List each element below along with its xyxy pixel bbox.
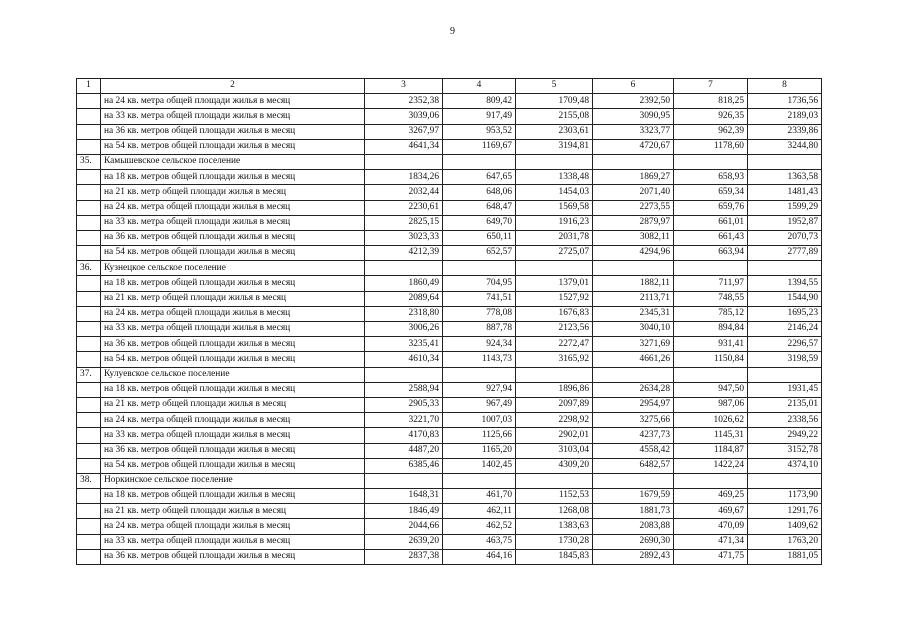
value-cell: 967,49 xyxy=(443,397,516,412)
value-cell: 3221,70 xyxy=(365,413,443,428)
row-number xyxy=(77,489,101,504)
row-number xyxy=(77,246,101,261)
value-cell: 1338,48 xyxy=(516,170,593,185)
value-cell: 462,11 xyxy=(443,504,516,519)
value-cell: 2345,31 xyxy=(593,306,674,321)
area-rate-label: на 36 кв. метров общей площади жилья в месяц xyxy=(101,124,365,139)
value-cell: 3271,69 xyxy=(593,337,674,352)
column-header: 1 xyxy=(77,79,101,94)
value-cell: 648,06 xyxy=(443,185,516,200)
value-cell: 2392,50 xyxy=(593,94,674,109)
value-cell: 1679,59 xyxy=(593,489,674,504)
value-cell: 4720,67 xyxy=(593,139,674,154)
value-cell: 1150,84 xyxy=(674,352,748,367)
value-cell: 1379,01 xyxy=(516,276,593,291)
value-cell: 4641,34 xyxy=(365,139,443,154)
value-cell: 1763,20 xyxy=(748,534,822,549)
value-cell: 1394,55 xyxy=(748,276,822,291)
value-cell: 2639,20 xyxy=(365,534,443,549)
area-rate-label: на 33 кв. метра общей площади жилья в месяц xyxy=(101,109,365,124)
row-number xyxy=(77,413,101,428)
value-cell: 4294,96 xyxy=(593,246,674,261)
table-row xyxy=(77,443,822,458)
value-cell: 2089,64 xyxy=(365,291,443,306)
value-cell: 1695,23 xyxy=(748,306,822,321)
value-cell: 785,12 xyxy=(674,306,748,321)
value-cell: 1169,67 xyxy=(443,139,516,154)
value-cell: 1952,87 xyxy=(748,215,822,230)
value-cell xyxy=(443,473,516,488)
value-cell: 461,70 xyxy=(443,489,516,504)
row-number xyxy=(77,230,101,245)
value-cell xyxy=(516,154,593,169)
area-rate-label: на 54 кв. метров общей площади жилья в месяц xyxy=(101,352,365,367)
value-cell xyxy=(674,261,748,276)
value-cell: 2272,47 xyxy=(516,337,593,352)
section-header-row xyxy=(77,261,822,276)
value-cell: 2032,44 xyxy=(365,185,443,200)
value-cell xyxy=(365,367,443,382)
row-number xyxy=(77,139,101,154)
column-header: 8 xyxy=(748,79,822,94)
row-number xyxy=(77,549,101,564)
table-row xyxy=(77,322,822,337)
value-cell: 649,70 xyxy=(443,215,516,230)
settlement-name: Кулуевское сельское поселение xyxy=(101,367,365,382)
value-cell: 2083,88 xyxy=(593,519,674,534)
area-rate-label: на 54 кв. метров общей площади жилья в месяц xyxy=(101,246,365,261)
value-cell: 2352,38 xyxy=(365,94,443,109)
value-cell xyxy=(443,261,516,276)
value-cell: 1291,76 xyxy=(748,504,822,519)
table-row xyxy=(77,139,822,154)
table-row xyxy=(77,170,822,185)
value-cell: 2230,61 xyxy=(365,200,443,215)
value-cell: 4610,34 xyxy=(365,352,443,367)
area-rate-label: на 24 кв. метра общей площади жилья в месяц xyxy=(101,94,365,109)
value-cell xyxy=(443,154,516,169)
area-rate-label: на 18 кв. метров общей площади жилья в месяц xyxy=(101,489,365,504)
value-cell: 659,76 xyxy=(674,200,748,215)
value-cell: 2338,56 xyxy=(748,413,822,428)
value-cell: 2777,89 xyxy=(748,246,822,261)
area-rate-label: на 21 кв. метр общей площади жилья в месяц xyxy=(101,291,365,306)
value-cell xyxy=(593,367,674,382)
value-cell: 1846,49 xyxy=(365,504,443,519)
value-cell: 2905,33 xyxy=(365,397,443,412)
value-cell: 2296,57 xyxy=(748,337,822,352)
value-cell: 652,57 xyxy=(443,246,516,261)
value-cell: 926,35 xyxy=(674,109,748,124)
value-cell: 894,84 xyxy=(674,322,748,337)
table-body xyxy=(77,94,822,565)
value-cell xyxy=(516,261,593,276)
value-cell: 2825,15 xyxy=(365,215,443,230)
value-cell: 1730,28 xyxy=(516,534,593,549)
value-cell: 470,09 xyxy=(674,519,748,534)
value-cell xyxy=(748,154,822,169)
value-cell: 1881,73 xyxy=(593,504,674,519)
table-row xyxy=(77,230,822,245)
value-cell: 469,67 xyxy=(674,504,748,519)
value-cell xyxy=(674,473,748,488)
section-header-row xyxy=(77,367,822,382)
table-row xyxy=(77,124,822,139)
row-number: 35. xyxy=(77,154,101,169)
value-cell: 3152,78 xyxy=(748,443,822,458)
value-cell: 463,75 xyxy=(443,534,516,549)
value-cell: 2113,71 xyxy=(593,291,674,306)
value-cell xyxy=(674,367,748,382)
area-rate-label: на 36 кв. метров общей площади жилья в месяц xyxy=(101,337,365,352)
value-cell: 4212,39 xyxy=(365,246,443,261)
value-cell: 1676,83 xyxy=(516,306,593,321)
value-cell: 3023,33 xyxy=(365,230,443,245)
value-cell: 3198,59 xyxy=(748,352,822,367)
value-cell: 6482,57 xyxy=(593,458,674,473)
value-cell: 1363,58 xyxy=(748,170,822,185)
value-cell: 658,93 xyxy=(674,170,748,185)
value-cell: 1026,62 xyxy=(674,413,748,428)
value-cell: 3194,81 xyxy=(516,139,593,154)
value-cell: 4237,73 xyxy=(593,428,674,443)
table-row xyxy=(77,534,822,549)
value-cell: 1402,45 xyxy=(443,458,516,473)
row-number xyxy=(77,170,101,185)
table-row xyxy=(77,215,822,230)
area-rate-label: на 21 кв. метр общей площади жилья в месяц xyxy=(101,504,365,519)
value-cell: 2690,30 xyxy=(593,534,674,549)
value-cell: 1544,90 xyxy=(748,291,822,306)
value-cell: 931,41 xyxy=(674,337,748,352)
value-cell xyxy=(748,367,822,382)
area-rate-label: на 21 кв. метр общей площади жилья в месяц xyxy=(101,397,365,412)
value-cell xyxy=(748,473,822,488)
value-cell: 748,55 xyxy=(674,291,748,306)
value-cell: 3267,97 xyxy=(365,124,443,139)
value-cell xyxy=(516,367,593,382)
value-cell: 2155,08 xyxy=(516,109,593,124)
table-row xyxy=(77,200,822,215)
value-cell: 2902,01 xyxy=(516,428,593,443)
value-cell: 2189,03 xyxy=(748,109,822,124)
value-cell: 987,06 xyxy=(674,397,748,412)
row-number xyxy=(77,94,101,109)
value-cell: 1569,58 xyxy=(516,200,593,215)
value-cell xyxy=(443,367,516,382)
value-cell: 2070,73 xyxy=(748,230,822,245)
value-cell: 1007,03 xyxy=(443,413,516,428)
value-cell: 2588,94 xyxy=(365,382,443,397)
area-rate-label: на 33 кв. метра общей площади жилья в месяц xyxy=(101,322,365,337)
row-number xyxy=(77,185,101,200)
value-cell: 3006,26 xyxy=(365,322,443,337)
value-cell: 2303,61 xyxy=(516,124,593,139)
row-number xyxy=(77,534,101,549)
column-header: 3 xyxy=(365,79,443,94)
value-cell: 818,25 xyxy=(674,94,748,109)
row-number: 36. xyxy=(77,261,101,276)
table-row xyxy=(77,413,822,428)
value-cell: 469,25 xyxy=(674,489,748,504)
value-cell: 1599,29 xyxy=(748,200,822,215)
table-row xyxy=(77,185,822,200)
page-number: 9 xyxy=(450,26,455,37)
value-cell: 2949,22 xyxy=(748,428,822,443)
row-number xyxy=(77,322,101,337)
tariff-table xyxy=(76,78,822,565)
area-rate-label: на 33 кв. метра общей площади жилья в месяц xyxy=(101,428,365,443)
value-cell: 1184,87 xyxy=(674,443,748,458)
section-header-row xyxy=(77,473,822,488)
row-number xyxy=(77,519,101,534)
area-rate-label: на 18 кв. метров общей площади жилья в месяц xyxy=(101,276,365,291)
value-cell: 2135,01 xyxy=(748,397,822,412)
row-number xyxy=(77,337,101,352)
row-number xyxy=(77,504,101,519)
row-number xyxy=(77,458,101,473)
table-row xyxy=(77,109,822,124)
row-number xyxy=(77,200,101,215)
value-cell: 1869,27 xyxy=(593,170,674,185)
table-row xyxy=(77,306,822,321)
value-cell: 1268,08 xyxy=(516,504,593,519)
value-cell xyxy=(365,154,443,169)
row-number xyxy=(77,291,101,306)
value-cell: 663,94 xyxy=(674,246,748,261)
value-cell: 1383,63 xyxy=(516,519,593,534)
value-cell: 647,65 xyxy=(443,170,516,185)
row-number xyxy=(77,428,101,443)
table-row xyxy=(77,337,822,352)
value-cell: 1845,83 xyxy=(516,549,593,564)
value-cell: 2318,80 xyxy=(365,306,443,321)
value-cell xyxy=(365,261,443,276)
value-cell: 1173,90 xyxy=(748,489,822,504)
value-cell: 778,08 xyxy=(443,306,516,321)
value-cell: 953,52 xyxy=(443,124,516,139)
value-cell: 471,75 xyxy=(674,549,748,564)
value-cell: 2097,89 xyxy=(516,397,593,412)
value-cell: 648,47 xyxy=(443,200,516,215)
area-rate-label: на 33 кв. метра общей площади жилья в месяц xyxy=(101,215,365,230)
area-rate-label: на 24 кв. метра общей площади жилья в месяц xyxy=(101,306,365,321)
column-header: 7 xyxy=(674,79,748,94)
value-cell xyxy=(748,261,822,276)
row-number xyxy=(77,352,101,367)
value-cell: 2123,56 xyxy=(516,322,593,337)
row-number: 38. xyxy=(77,473,101,488)
value-cell: 1178,60 xyxy=(674,139,748,154)
value-cell: 1736,56 xyxy=(748,94,822,109)
row-number xyxy=(77,397,101,412)
value-cell: 2634,28 xyxy=(593,382,674,397)
value-cell: 2892,43 xyxy=(593,549,674,564)
value-cell: 471,34 xyxy=(674,534,748,549)
row-number xyxy=(77,215,101,230)
value-cell: 3275,66 xyxy=(593,413,674,428)
value-cell: 704,95 xyxy=(443,276,516,291)
area-rate-label: на 36 кв. метров общей площади жилья в месяц xyxy=(101,443,365,458)
value-cell xyxy=(674,154,748,169)
area-rate-label: на 18 кв. метров общей площади жилья в месяц xyxy=(101,170,365,185)
value-cell: 1527,92 xyxy=(516,291,593,306)
value-cell: 4170,83 xyxy=(365,428,443,443)
value-cell: 1409,62 xyxy=(748,519,822,534)
value-cell xyxy=(593,473,674,488)
value-cell: 924,34 xyxy=(443,337,516,352)
value-cell: 2954,97 xyxy=(593,397,674,412)
value-cell: 962,39 xyxy=(674,124,748,139)
value-cell: 1931,45 xyxy=(748,382,822,397)
value-cell: 3244,80 xyxy=(748,139,822,154)
value-cell: 3090,95 xyxy=(593,109,674,124)
value-cell: 1896,86 xyxy=(516,382,593,397)
table-row xyxy=(77,549,822,564)
table-row xyxy=(77,276,822,291)
value-cell: 1834,26 xyxy=(365,170,443,185)
value-cell: 2339,86 xyxy=(748,124,822,139)
value-cell: 650,11 xyxy=(443,230,516,245)
value-cell: 4309,20 xyxy=(516,458,593,473)
value-cell: 2725,07 xyxy=(516,246,593,261)
value-cell: 1143,73 xyxy=(443,352,516,367)
area-rate-label: на 36 кв. метров общей площади жилья в месяц xyxy=(101,549,365,564)
area-rate-label: на 54 кв. метров общей площади жилья в месяц xyxy=(101,458,365,473)
row-number xyxy=(77,276,101,291)
table-row xyxy=(77,291,822,306)
value-cell: 2031,78 xyxy=(516,230,593,245)
value-cell: 809,42 xyxy=(443,94,516,109)
value-cell: 741,51 xyxy=(443,291,516,306)
value-cell: 3039,06 xyxy=(365,109,443,124)
area-rate-label: на 24 кв. метра общей площади жилья в месяц xyxy=(101,519,365,534)
table-row xyxy=(77,428,822,443)
section-header-row xyxy=(77,154,822,169)
value-cell: 661,43 xyxy=(674,230,748,245)
value-cell: 947,50 xyxy=(674,382,748,397)
row-number: 37. xyxy=(77,367,101,382)
value-cell: 6385,46 xyxy=(365,458,443,473)
value-cell: 4661,26 xyxy=(593,352,674,367)
column-header: 5 xyxy=(516,79,593,94)
column-number-row xyxy=(77,79,822,94)
value-cell: 1152,53 xyxy=(516,489,593,504)
table-row xyxy=(77,397,822,412)
value-cell: 917,49 xyxy=(443,109,516,124)
value-cell: 1145,31 xyxy=(674,428,748,443)
settlement-name: Норкинское сельское поселение xyxy=(101,473,365,488)
value-cell: 2071,40 xyxy=(593,185,674,200)
value-cell: 3235,41 xyxy=(365,337,443,352)
value-cell: 1709,48 xyxy=(516,94,593,109)
table-row xyxy=(77,519,822,534)
value-cell: 1481,43 xyxy=(748,185,822,200)
row-number xyxy=(77,124,101,139)
settlement-name: Камышевское сельское поселение xyxy=(101,154,365,169)
column-header: 2 xyxy=(101,79,365,94)
value-cell: 462,52 xyxy=(443,519,516,534)
value-cell xyxy=(365,473,443,488)
value-cell: 1882,11 xyxy=(593,276,674,291)
value-cell: 659,34 xyxy=(674,185,748,200)
table-row xyxy=(77,246,822,261)
table-row xyxy=(77,489,822,504)
value-cell: 1648,31 xyxy=(365,489,443,504)
value-cell: 2273,55 xyxy=(593,200,674,215)
value-cell: 2879,97 xyxy=(593,215,674,230)
value-cell: 2837,38 xyxy=(365,549,443,564)
value-cell: 1454,03 xyxy=(516,185,593,200)
value-cell: 1422,24 xyxy=(674,458,748,473)
value-cell: 3165,92 xyxy=(516,352,593,367)
row-number xyxy=(77,306,101,321)
value-cell: 1165,20 xyxy=(443,443,516,458)
value-cell: 4558,42 xyxy=(593,443,674,458)
value-cell: 3040,10 xyxy=(593,322,674,337)
row-number xyxy=(77,443,101,458)
area-rate-label: на 36 кв. метров общей площади жилья в месяц xyxy=(101,230,365,245)
table-row xyxy=(77,94,822,109)
value-cell: 464,16 xyxy=(443,549,516,564)
value-cell: 661,01 xyxy=(674,215,748,230)
settlement-name: Кузнецкое сельское поселение xyxy=(101,261,365,276)
area-rate-label: на 33 кв. метра общей площади жилья в месяц xyxy=(101,534,365,549)
area-rate-label: на 21 кв. метр общей площади жилья в месяц xyxy=(101,185,365,200)
area-rate-label: на 24 кв. метра общей площади жилья в месяц xyxy=(101,413,365,428)
value-cell: 3082,11 xyxy=(593,230,674,245)
area-rate-label: на 24 кв. метра общей площади жилья в месяц xyxy=(101,200,365,215)
value-cell: 1916,23 xyxy=(516,215,593,230)
value-cell: 4374,10 xyxy=(748,458,822,473)
area-rate-label: на 18 кв. метров общей площади жилья в месяц xyxy=(101,382,365,397)
value-cell: 4487,20 xyxy=(365,443,443,458)
value-cell: 887,78 xyxy=(443,322,516,337)
value-cell: 927,94 xyxy=(443,382,516,397)
table-row xyxy=(77,382,822,397)
row-number xyxy=(77,109,101,124)
table-row xyxy=(77,458,822,473)
value-cell: 3103,04 xyxy=(516,443,593,458)
value-cell: 2298,92 xyxy=(516,413,593,428)
value-cell: 2146,24 xyxy=(748,322,822,337)
value-cell: 1881,05 xyxy=(748,549,822,564)
column-header: 4 xyxy=(443,79,516,94)
value-cell: 711,97 xyxy=(674,276,748,291)
value-cell: 3323,77 xyxy=(593,124,674,139)
value-cell: 1125,66 xyxy=(443,428,516,443)
row-number xyxy=(77,382,101,397)
value-cell: 1860,49 xyxy=(365,276,443,291)
value-cell xyxy=(516,473,593,488)
value-cell: 2044,66 xyxy=(365,519,443,534)
table-row xyxy=(77,352,822,367)
table-row xyxy=(77,504,822,519)
value-cell xyxy=(593,261,674,276)
value-cell xyxy=(593,154,674,169)
area-rate-label: на 54 кв. метров общей площади жилья в месяц xyxy=(101,139,365,154)
column-header: 6 xyxy=(593,79,674,94)
